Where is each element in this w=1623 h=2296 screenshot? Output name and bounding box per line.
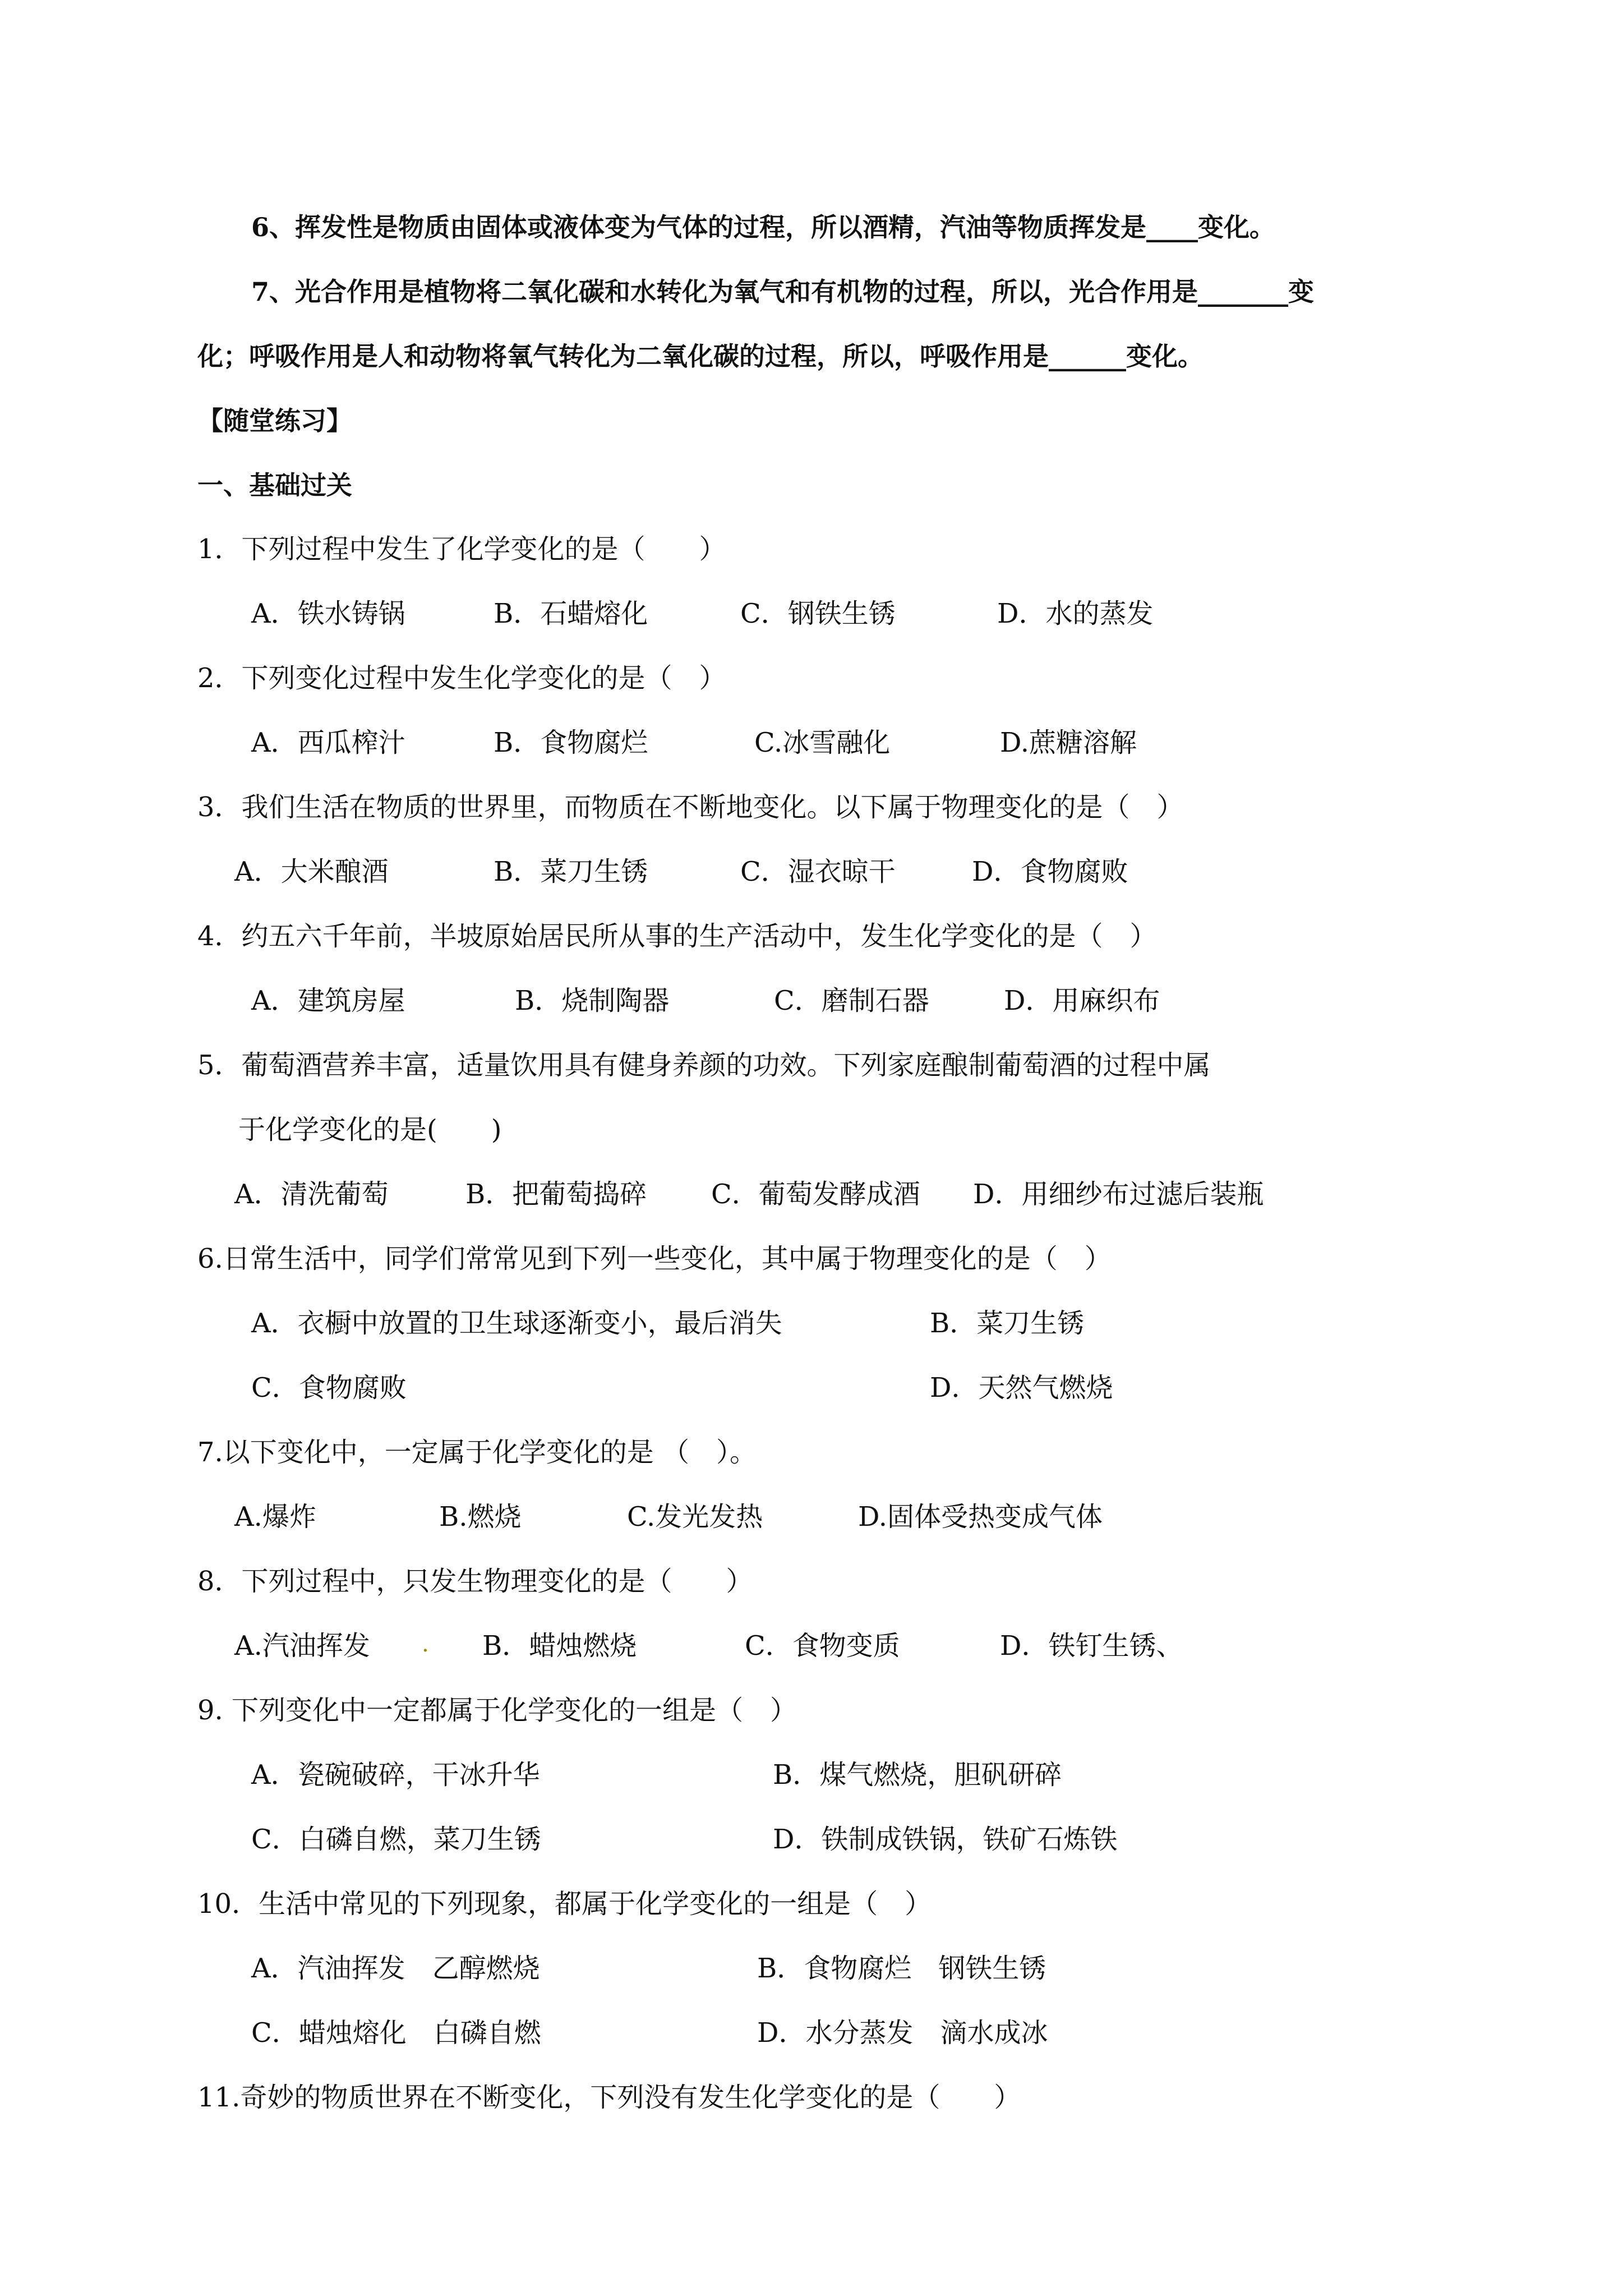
question-4-stem: 4．约五六千年前，半坡原始居民所从事的生产活动中，发生化学变化的是（ ） xyxy=(197,921,1157,952)
question-6-option-c: C．食物腐败 xyxy=(251,1372,407,1404)
question-6-stem: 6.日常生活中，同学们常常见到下列一些变化，其中属于物理变化的是（ ） xyxy=(197,1243,1112,1274)
question-2-option-b: B．食物腐烂 xyxy=(494,727,648,758)
question-10-option-c: C．蜡烛熔化 白磷自燃 xyxy=(251,2017,541,2049)
question-7-option-a: A.爆炸 xyxy=(234,1501,316,1533)
question-5-stem-continued: 于化学变化的是( ) xyxy=(238,1114,502,1145)
section-title: 【随堂练习】 xyxy=(197,406,352,436)
question-4-option-c: C．磨制石器 xyxy=(774,985,929,1016)
question-3-option-b: B．菜刀生锈 xyxy=(494,856,648,887)
question-5-stem: 5．葡萄酒营养丰富，适量饮用具有健身养颜的功效。下列家庭酿制葡萄酒的过程中属 xyxy=(197,1050,1211,1081)
question-1-stem: 1．下列过程中发生了化学变化的是（ ） xyxy=(197,533,726,565)
question-7-stem: 7.以下变化中，一定属于化学变化的是 （ ）。 xyxy=(197,1437,757,1468)
question-2-option-d: D.蔗糖溶解 xyxy=(1000,727,1137,758)
question-9-option-c: C．白磷自燃，菜刀生锈 xyxy=(251,1824,541,1855)
question-3-stem: 3．我们生活在物质的世界里，而物质在不断地变化。以下属于物理变化的是（ ） xyxy=(197,792,1184,823)
question-9-option-b: B．煤气燃烧，胆矾研碎 xyxy=(773,1759,1062,1791)
intro-line-7a: 7、光合作用是植物将二氧化碳和水转化为氧气和有机物的过程，所以，光合作用是_______变 xyxy=(251,277,1315,307)
question-3-option-a: A．大米酿酒 xyxy=(234,856,389,887)
question-10-option-d: D．水分蒸发 滴水成冰 xyxy=(757,2017,1048,2049)
question-10-option-a: A．汽油挥发 乙醇燃烧 xyxy=(251,1953,540,1984)
question-7-option-c: C.发光发热 xyxy=(627,1501,763,1533)
question-7-option-d: D.固体受热变成气体 xyxy=(858,1501,1103,1533)
question-6-option-b: B．菜刀生锈 xyxy=(930,1308,1085,1339)
question-4-option-b: B．烧制陶器 xyxy=(515,985,670,1016)
question-1-option-b: B．石蜡熔化 xyxy=(494,598,648,629)
question-2-option-c: C.冰雪融化 xyxy=(754,727,891,758)
question-10-option-b: B．食物腐烂 钢铁生锈 xyxy=(757,1953,1046,1984)
question-2-stem: 2．下列变化过程中发生化学变化的是（ ） xyxy=(197,662,726,694)
question-9-option-d: D．铁制成铁锅，铁矿石炼铁 xyxy=(773,1824,1118,1855)
question-6-option-a: A．衣橱中放置的卫生球逐渐变小，最后消失 xyxy=(251,1308,782,1339)
question-6-option-d: D．天然气燃烧 xyxy=(930,1372,1113,1404)
question-3-option-c: C．湿衣晾干 xyxy=(740,856,896,887)
question-5-option-a: A．清洗葡萄 xyxy=(234,1179,389,1210)
question-9-stem: 9. 下列变化中一定都属于化学变化的一组是（ ） xyxy=(197,1695,797,1726)
question-3-option-d: D．食物腐败 xyxy=(972,856,1128,887)
intro-line-7b: 化；呼吸作用是人和动物将氧气转化为二氧化碳的过程，所以，呼吸作用是______变化。 xyxy=(197,341,1204,371)
question-1-option-a: A．铁水铸锅 xyxy=(251,598,405,629)
question-5-option-b: B．把葡萄捣碎 xyxy=(465,1179,647,1210)
question-8-option-d: D．铁钉生锈、 xyxy=(1000,1630,1183,1662)
question-4-option-d: D．用麻织布 xyxy=(1004,985,1160,1016)
question-8-stem: 8．下列过程中，只发生物理变化的是（ ） xyxy=(197,1566,753,1597)
stray-dot-mark: . xyxy=(422,1631,429,1657)
question-1-option-d: D．水的蒸发 xyxy=(997,598,1154,629)
intro-line-6: 6、挥发性是物质由固体或液体变为气体的过程，所以酒精，汽油等物质挥发是____变化。 xyxy=(251,212,1276,242)
question-11-stem: 11.奇妙的物质世界在不断变化，下列没有发生化学变化的是（ ） xyxy=(197,2082,1021,2113)
question-4-option-a: A．建筑房屋 xyxy=(251,985,405,1016)
question-2-option-a: A．西瓜榨汁 xyxy=(251,727,405,758)
question-5-option-c: C．葡萄发酵成酒 xyxy=(711,1179,920,1210)
question-10-stem: 10．生活中常见的下列现象，都属于化学变化的一组是（ ） xyxy=(197,1888,932,1920)
section-subtitle: 一、基础过关 xyxy=(197,470,352,500)
question-9-option-a: A．瓷碗破碎，干冰升华 xyxy=(251,1759,540,1791)
question-8-option-c: C．食物变质 xyxy=(745,1630,900,1662)
question-8-option-b: B．蜡烛燃烧 xyxy=(482,1630,637,1662)
question-8-option-a: A.汽油挥发 xyxy=(234,1630,370,1662)
question-5-option-d: D．用细纱布过滤后装瓶 xyxy=(973,1179,1264,1210)
question-1-option-c: C．钢铁生锈 xyxy=(740,598,896,629)
question-7-option-b: B.燃烧 xyxy=(439,1501,522,1533)
